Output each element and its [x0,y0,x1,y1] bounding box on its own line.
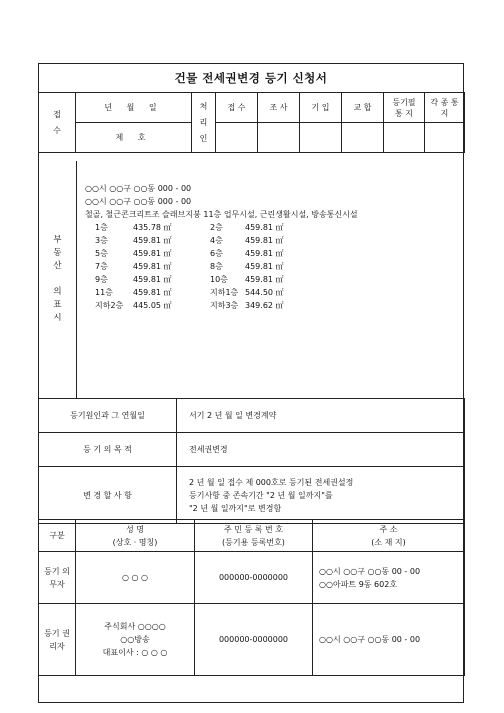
floor-area: 459.81 ㎡ [245,275,284,284]
floor-name: 10층 [210,275,228,284]
floor-area: 459.81 ㎡ [245,249,284,258]
floor-area: 459.81 ㎡ [133,236,172,245]
floor-row [85,273,358,286]
floor-area: 349.62 ㎡ [245,301,284,310]
obligor-label: 등기 의무자 [39,552,76,604]
col-various-notice: 각 종 통 지 [425,93,465,123]
property-label: 부 동 산 의 표 시 [39,161,77,398]
floor-area: 459.81 ㎡ [245,223,284,232]
floor-area: 459.81 ㎡ [133,275,172,284]
changes-line-2: 등기사항 중 존속기간 "2 년 월 일까지"를 [189,490,333,500]
floor-name: 6층 [210,249,223,258]
parties-table [38,519,465,676]
cause-label: 등기원인과 그 연월일 [39,399,177,433]
obligor-name[interactable]: ○ ○ ○ [76,552,195,604]
floor-area: 544.50 ㎡ [245,288,284,297]
floor-area: 445.05 ㎡ [133,301,172,310]
floor-row [85,247,358,260]
floor-area: 459.81 ㎡ [133,249,172,258]
floor-name: 3층 [95,236,108,245]
cell-entry[interactable] [300,123,342,153]
col-receipt: 접 수 [216,93,258,123]
floor-name: 4층 [210,236,223,245]
floor-name: 11층 [95,288,113,297]
property-description [85,182,358,312]
floor-list [85,221,358,312]
property-structure: 철골, 철근콘크리트조 슬래브지붕 11층 업무시설, 근린생활시설, 방송통신시설 [85,210,358,219]
changes-line-1: 2 년 월 일 접수 제 000호로 등기된 전세권설정 [189,477,354,487]
floor-name: 지하3층 [210,301,239,310]
cell-check[interactable] [342,123,384,153]
changes-label: 변 경 할 사 항 [39,467,177,524]
id-header: 주 민 등 록 번 호 (등기용 등록번호) [195,520,313,552]
obligor-id[interactable]: 000000-0000000 [195,552,313,604]
floor-name: 7층 [95,262,108,271]
cell-receipt[interactable] [216,123,258,153]
name-header: 성 명 (상호 · 명칭) [76,520,195,552]
holder-name[interactable]: 주식회사 ○○○○ ○○방송 대표이사 : ○ ○ ○ [76,604,195,676]
form-title: 건물 전세권변경 등기 신청서 [39,64,463,93]
col-check: 교 합 [342,93,384,123]
floor-area: 459.81 ㎡ [245,262,284,271]
floor-row [85,221,358,234]
floor-name: 2층 [210,223,223,232]
receipt-label: 접 수 [39,93,76,153]
floor-area: 459.81 ㎡ [245,236,284,245]
property-address-1: ○○시 ○○구 ○○동 000 - 00 [85,184,192,193]
property-address-2: ○○시 ○○구 ○○동 000 - 00 [85,197,192,206]
cell-various-notice[interactable] [425,123,465,153]
receipt-date-label: 년 월 일 [76,93,192,123]
holder-label: 등기 권리자 [39,604,76,676]
floor-area: 459.81 ㎡ [133,262,172,271]
floor-name: 1층 [95,223,108,232]
changes-line-3: "2 년 월 일까지"로 변경함 [189,503,282,513]
floor-name: 9층 [95,275,108,284]
property-section [39,161,463,399]
purpose-value[interactable]: 전세권변경 [177,433,465,467]
receipt-number-label: 제 호 [76,123,192,153]
floor-name: 5층 [95,249,108,258]
cell-review[interactable] [258,123,300,153]
receipt-table [38,92,465,153]
division-header: 구분 [39,520,76,552]
holder-address[interactable]: ○○시 ○○구 ○○동 00 - 00 [313,604,465,676]
col-completion-notice: 등기필 통 지 [384,93,425,123]
col-review: 조 사 [258,93,300,123]
floor-area: 459.81 ㎡ [133,288,172,297]
holder-id[interactable]: 000000-0000000 [195,604,313,676]
cause-value[interactable]: 서기 2 년 월 일 변경계약 [177,399,465,433]
application-form [38,63,464,703]
floor-row [85,299,358,312]
floor-area: 435.78 ㎡ [133,223,172,232]
floor-row [85,260,358,273]
obligor-address[interactable]: ○○시 ○○구 ○○동 00 - 00 ○○아파트 9동 602호 [313,552,465,604]
changes-value[interactable] [177,467,465,524]
floor-row [85,234,358,247]
purpose-label: 등 기 의 목 적 [39,433,177,467]
floor-name: 지하1층 [210,288,239,297]
col-entry: 기 입 [300,93,342,123]
address-header: 주 소 (소 재 지) [313,520,465,552]
registration-detail-table [38,398,465,524]
floor-name: 8층 [210,262,223,271]
floor-name: 지하2층 [95,301,124,310]
cell-completion-notice[interactable] [384,123,425,153]
floor-row [85,286,358,299]
processor-label: 처 리 인 [192,93,216,153]
